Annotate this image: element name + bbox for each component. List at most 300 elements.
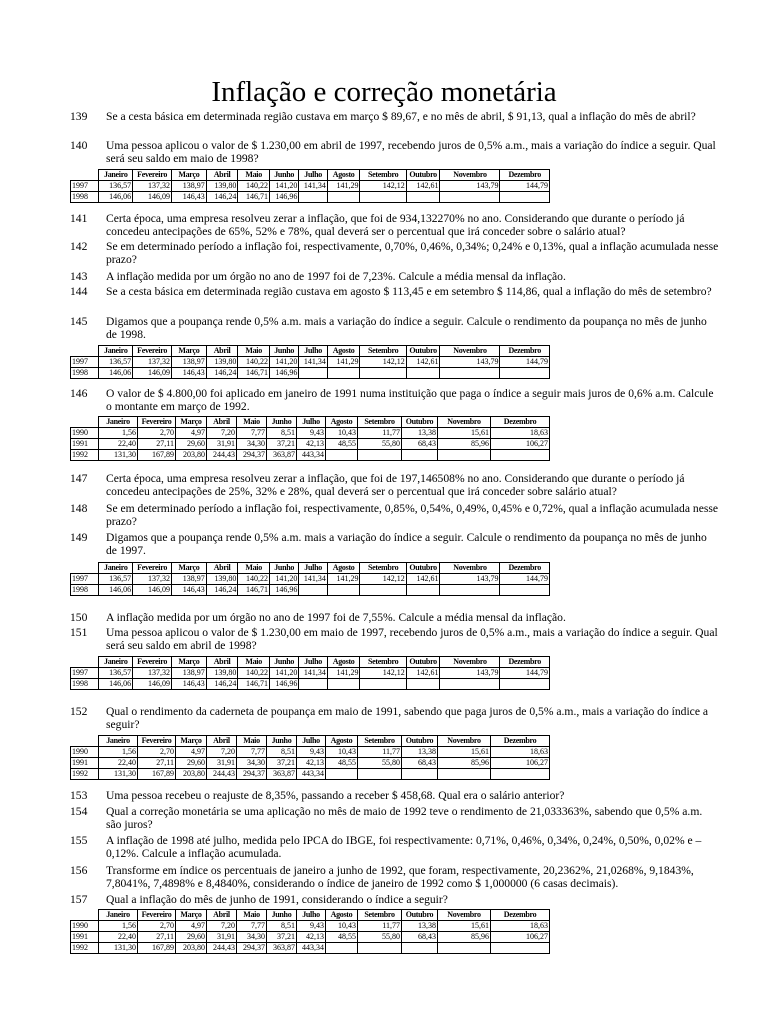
index-cell: 146,43	[172, 368, 207, 379]
index-cell: 141,34	[299, 668, 327, 679]
year-cell: 1998	[71, 585, 99, 596]
question-145	[70, 316, 720, 341]
month-header: Setembro	[360, 170, 406, 181]
index-cell: 142,12	[360, 181, 406, 192]
index-cell: 22,40	[99, 758, 138, 769]
index-cell: 7,20	[207, 428, 237, 439]
index-cell: 144,79	[500, 668, 550, 679]
index-cell: 146,71	[238, 679, 270, 690]
index-cell	[491, 450, 550, 461]
index-cell: 146,09	[133, 679, 172, 690]
index-cell	[491, 769, 550, 780]
month-header: Abril	[206, 657, 238, 668]
index-cell: 143,79	[440, 357, 500, 368]
month-header: Novembro	[440, 170, 500, 181]
index-cell	[440, 368, 500, 379]
index-cell	[438, 450, 491, 461]
index-cell: 141,29	[327, 574, 360, 585]
question-number: 155	[70, 834, 88, 847]
question-number: 154	[70, 805, 88, 818]
index-table	[70, 562, 550, 596]
index-cell: 141,34	[299, 574, 327, 585]
month-header: Fevereiro	[133, 346, 172, 357]
index-cell: 146,24	[206, 192, 238, 203]
index-cell: 13,38	[402, 921, 438, 932]
index-cell: 8,51	[267, 747, 297, 758]
index-cell: 2,70	[138, 428, 176, 439]
index-cell: 85,96	[438, 932, 491, 943]
table-header-row	[71, 346, 550, 357]
index-cell	[500, 679, 550, 690]
index-cell: 443,34	[297, 943, 326, 954]
index-cell: 10,43	[326, 921, 358, 932]
month-header: Agosto	[327, 657, 360, 668]
index-cell: 142,61	[406, 181, 440, 192]
index-cell	[406, 192, 440, 203]
index-cell: 1,56	[99, 428, 138, 439]
index-cell: 146,96	[269, 192, 298, 203]
question-154	[70, 806, 720, 831]
question-146	[70, 388, 720, 413]
month-header: Setembro	[360, 563, 406, 574]
year-cell: 1997	[71, 181, 99, 192]
question-text: Se em determinado período a inflação foi, respectivamente, 0,70%, 0,46%, 0,34%; 0,24% e 0,13%, qual a inflação acumulada nesse prazo?	[106, 240, 719, 266]
month-header: Janeiro	[99, 657, 133, 668]
month-header: Julho	[299, 170, 327, 181]
index-cell: 139,80	[206, 181, 238, 192]
question-text: Se a cesta básica em determinada região custava em agosto $ 113,45 e em setembro $ 114,86, qual a inflação do mês de setembro?	[106, 285, 712, 298]
index-cell: 146,96	[269, 585, 298, 596]
index-table	[70, 169, 550, 203]
month-header: Agosto	[326, 736, 358, 747]
index-cell: 141,29	[327, 357, 360, 368]
index-cell: 2,70	[138, 921, 176, 932]
index-cell	[406, 368, 440, 379]
month-header: Julho	[297, 417, 326, 428]
table-row	[71, 574, 550, 585]
month-header: Fevereiro	[138, 736, 176, 747]
question-text: Qual a inflação do mês de junho de 1991, considerando o índice a seguir?	[106, 893, 448, 906]
index-cell: 141,29	[327, 181, 360, 192]
index-cell	[500, 585, 550, 596]
question-number: 142	[70, 240, 88, 253]
table-row	[71, 758, 550, 769]
question-number: 152	[70, 705, 88, 718]
month-header: Janeiro	[99, 563, 133, 574]
year-cell: 1991	[71, 439, 99, 450]
index-cell: 146,24	[206, 368, 238, 379]
month-header: Novembro	[438, 910, 491, 921]
month-header: Agosto	[326, 417, 358, 428]
index-cell	[438, 769, 491, 780]
table-row	[71, 585, 550, 596]
index-cell: 29,60	[176, 932, 207, 943]
index-cell	[406, 585, 440, 596]
index-cell: 137,32	[133, 574, 172, 585]
index-cell	[327, 192, 360, 203]
index-cell: 7,77	[237, 747, 267, 758]
index-cell: 141,34	[299, 181, 327, 192]
index-cell: 138,97	[172, 357, 207, 368]
table-row	[71, 668, 550, 679]
month-header: Junho	[269, 170, 298, 181]
index-cell: 15,61	[438, 747, 491, 758]
index-cell: 55,80	[358, 439, 402, 450]
index-cell: 106,27	[491, 932, 550, 943]
index-cell: 140,22	[238, 357, 270, 368]
index-cell: 142,61	[406, 668, 440, 679]
index-cell: 34,30	[237, 758, 267, 769]
month-header: Junho	[267, 736, 297, 747]
index-cell: 8,51	[267, 921, 297, 932]
month-header: Julho	[297, 736, 326, 747]
index-cell: 146,43	[172, 585, 207, 596]
index-cell: 144,79	[500, 574, 550, 585]
month-header: Novembro	[438, 736, 491, 747]
question-149	[70, 532, 720, 557]
index-cell: 146,24	[206, 585, 238, 596]
month-header: Abril	[207, 736, 237, 747]
month-header: Fevereiro	[138, 417, 176, 428]
index-cell: 9,43	[297, 921, 326, 932]
table-header-row	[71, 563, 550, 574]
index-cell: 48,55	[326, 758, 358, 769]
month-header: Julho	[299, 657, 327, 668]
question-text: Se em determinado período a inflação foi, respectivamente, 0,85%, 0,54%, 0,49%, 0,45% e 0,72%, qual a inflação acumulada nesse prazo?	[106, 502, 719, 528]
month-header: Maio	[238, 346, 270, 357]
question-text: Digamos que a poupança rende 0,5% a.m. mais a variação do índice a seguir. Calcule o rendimento da poupança no mês de junho de 1997.	[106, 531, 707, 557]
index-cell: 9,43	[297, 428, 326, 439]
index-cell	[299, 585, 327, 596]
table-corner-cell	[71, 170, 99, 181]
index-cell	[440, 585, 500, 596]
index-cell: 203,80	[176, 769, 207, 780]
table-header-row	[71, 910, 550, 921]
index-cell: 7,77	[237, 921, 267, 932]
index-cell: 140,22	[238, 181, 270, 192]
question-text: Transforme em índice os percentuais de janeiro a junho de 1992, que foram, respectivamente, 20,2362%, 21,0268%, 9,1843%, 7,8041%, 7,4898% e 8,4840%, considerando o índice de janeiro de 1992 como $ 1,000000 (6 casas decimais).	[106, 864, 694, 890]
index-cell: 146,96	[269, 368, 298, 379]
index-cell: 48,55	[326, 439, 358, 450]
month-header: Dezembro	[500, 170, 550, 181]
question-number: 146	[70, 387, 88, 400]
month-header: Abril	[207, 417, 237, 428]
index-cell: 11,77	[358, 747, 402, 758]
index-cell: 146,06	[99, 585, 133, 596]
question-text: Qual a correção monetária se uma aplicação no mês de maio de 1992 teve o rendimento de 21,033363%, sabendo que 0,5% a.m. são juros?	[106, 805, 703, 831]
index-cell: 137,32	[133, 668, 172, 679]
index-cell	[402, 769, 438, 780]
index-cell: 138,97	[172, 668, 207, 679]
table-header-row	[71, 736, 550, 747]
index-cell: 203,80	[176, 943, 207, 954]
table-row	[71, 932, 550, 943]
year-cell: 1997	[71, 357, 99, 368]
month-header: Maio	[237, 417, 267, 428]
question-number: 148	[70, 502, 88, 515]
index-cell: 443,34	[297, 450, 326, 461]
month-header: Outubro	[406, 657, 440, 668]
index-cell: 146,09	[133, 192, 172, 203]
month-header: Julho	[297, 910, 326, 921]
index-cell: 13,38	[402, 747, 438, 758]
index-cell: 139,80	[206, 357, 238, 368]
index-cell: 146,24	[206, 679, 238, 690]
month-header: Fevereiro	[133, 657, 172, 668]
index-cell: 34,30	[237, 932, 267, 943]
month-header: Maio	[238, 563, 270, 574]
index-cell: 244,43	[207, 943, 237, 954]
month-header: Agosto	[327, 346, 360, 357]
month-header: Outubro	[406, 170, 440, 181]
index-cell	[440, 679, 500, 690]
question-number: 139	[70, 110, 88, 123]
index-cell: 141,20	[269, 574, 298, 585]
table-row	[71, 439, 550, 450]
month-header: Novembro	[438, 417, 491, 428]
month-header: Dezembro	[491, 417, 550, 428]
index-cell	[406, 679, 440, 690]
month-header: Julho	[299, 563, 327, 574]
question-text: A inflação medida por um órgão no ano de 1997 foi de 7,55%. Calcule a média mensal da inflação.	[106, 611, 566, 624]
month-header: Janeiro	[99, 417, 138, 428]
index-cell: 2,70	[138, 747, 176, 758]
index-cell: 10,43	[326, 428, 358, 439]
month-header: Setembro	[360, 346, 406, 357]
index-cell: 146,06	[99, 368, 133, 379]
index-cell: 167,89	[138, 769, 176, 780]
table-header-row	[71, 417, 550, 428]
index-cell: 18,63	[491, 747, 550, 758]
month-header: Outubro	[406, 563, 440, 574]
month-header: Novembro	[440, 657, 500, 668]
index-cell: 142,12	[360, 357, 406, 368]
month-header: Outubro	[402, 417, 438, 428]
table-corner-cell	[71, 910, 99, 921]
month-header: Setembro	[358, 417, 402, 428]
index-cell: 138,97	[172, 574, 207, 585]
question-152	[70, 706, 720, 731]
month-header: Abril	[206, 346, 238, 357]
index-cell	[358, 943, 402, 954]
table-header-row	[71, 657, 550, 668]
month-header: Outubro	[402, 910, 438, 921]
question-text: Certa época, uma empresa resolveu zerar a inflação, que foi de 934,132270% no ano. Considerando que durante o período já concedeu antecipações de 65%, 52% e 78%, qual deverá ser o percentual que irá conceder sobre o salário atual?	[106, 212, 685, 238]
index-cell: 203,80	[176, 450, 207, 461]
question-number: 141	[70, 212, 88, 225]
question-155	[70, 835, 720, 860]
index-cell	[360, 585, 406, 596]
index-cell	[500, 368, 550, 379]
index-cell: 137,32	[133, 181, 172, 192]
month-header: Abril	[206, 170, 238, 181]
index-cell: 443,34	[297, 769, 326, 780]
index-cell: 143,79	[440, 181, 500, 192]
question-142	[70, 241, 720, 266]
table-row	[71, 679, 550, 690]
year-cell: 1998	[71, 192, 99, 203]
index-cell: 139,80	[206, 574, 238, 585]
question-140	[70, 140, 720, 165]
table-header-row	[71, 170, 550, 181]
index-cell: 7,20	[207, 747, 237, 758]
question-number: 143	[70, 270, 88, 283]
month-header: Agosto	[326, 910, 358, 921]
index-cell: 146,71	[238, 368, 270, 379]
index-cell: 146,43	[172, 679, 207, 690]
month-header: Julho	[299, 346, 327, 357]
month-header: Dezembro	[491, 910, 550, 921]
index-cell	[299, 368, 327, 379]
question-number: 153	[70, 789, 88, 802]
index-cell: 167,89	[138, 450, 176, 461]
index-cell: 146,06	[99, 679, 133, 690]
month-header: Maio	[238, 170, 270, 181]
index-cell: 22,40	[99, 439, 138, 450]
index-cell	[299, 679, 327, 690]
month-header: Outubro	[406, 346, 440, 357]
month-header: Setembro	[360, 657, 406, 668]
month-header: Março	[172, 563, 207, 574]
index-cell: 144,79	[500, 357, 550, 368]
index-cell: 146,09	[133, 368, 172, 379]
index-cell: 55,80	[358, 932, 402, 943]
index-cell: 9,43	[297, 747, 326, 758]
index-cell: 42,13	[297, 758, 326, 769]
index-cell: 363,87	[267, 769, 297, 780]
month-header: Junho	[267, 910, 297, 921]
month-header: Março	[176, 417, 207, 428]
index-cell	[500, 192, 550, 203]
index-cell: 146,71	[238, 585, 270, 596]
index-cell	[327, 679, 360, 690]
question-number: 140	[70, 139, 88, 152]
index-cell	[360, 679, 406, 690]
year-cell: 1992	[71, 943, 99, 954]
index-cell: 85,96	[438, 758, 491, 769]
question-153	[70, 790, 720, 803]
index-cell: 4,97	[176, 428, 207, 439]
index-cell: 11,77	[358, 921, 402, 932]
index-cell: 42,13	[297, 932, 326, 943]
month-header: Dezembro	[500, 563, 550, 574]
document-title: Inflação e correção monetária	[211, 76, 557, 108]
index-cell: 37,21	[267, 439, 297, 450]
index-cell: 143,79	[440, 574, 500, 585]
month-header: Junho	[269, 563, 298, 574]
table-row	[71, 921, 550, 932]
month-header: Maio	[237, 736, 267, 747]
index-cell: 31,91	[207, 758, 237, 769]
year-cell: 1992	[71, 450, 99, 461]
index-cell: 136,57	[99, 668, 133, 679]
month-header: Junho	[269, 657, 298, 668]
index-cell: 363,87	[267, 450, 297, 461]
index-cell: 4,97	[176, 747, 207, 758]
index-cell: 27,11	[138, 932, 176, 943]
month-header: Abril	[207, 910, 237, 921]
table-corner-cell	[71, 657, 99, 668]
table-row	[71, 181, 550, 192]
question-number: 157	[70, 893, 88, 906]
question-text: A inflação medida por um órgão no ano de 1997 foi de 7,23%. Calcule a média mensal da inflação.	[106, 270, 566, 283]
question-text: Digamos que a poupança rende 0,5% a.m. mais a variação do índice a seguir. Calcule o rendimento da poupança no mês de junho de 1998.	[106, 315, 707, 341]
index-cell: 37,21	[267, 758, 297, 769]
index-cell: 139,80	[206, 668, 238, 679]
month-header: Abril	[206, 563, 238, 574]
index-cell	[402, 450, 438, 461]
index-cell: 15,61	[438, 428, 491, 439]
index-cell: 146,71	[238, 192, 270, 203]
index-cell: 85,96	[438, 439, 491, 450]
index-cell	[358, 769, 402, 780]
index-cell: 140,22	[238, 668, 270, 679]
question-157	[70, 894, 720, 907]
index-cell: 55,80	[358, 758, 402, 769]
index-cell: 1,56	[99, 747, 138, 758]
table-row	[71, 192, 550, 203]
question-text: Uma pessoa recebeu o reajuste de 8,35%, passando a receber $ 458,68. Qual era o salário anterior?	[106, 789, 565, 802]
index-cell: 8,51	[267, 428, 297, 439]
question-143	[70, 271, 720, 284]
index-cell: 141,20	[269, 357, 298, 368]
index-table	[70, 345, 550, 379]
index-cell: 1,56	[99, 921, 138, 932]
month-header: Fevereiro	[133, 563, 172, 574]
year-cell: 1991	[71, 758, 99, 769]
index-cell: 142,12	[360, 574, 406, 585]
index-cell: 146,06	[99, 192, 133, 203]
table-row	[71, 450, 550, 461]
table-corner-cell	[71, 346, 99, 357]
question-text: Uma pessoa aplicou o valor de $ 1.230,00 em abril de 1997, recebendo juros de 0,5% a.m., mais a variação do índice a seguir. Qual será seu saldo em maio de 1998?	[106, 139, 716, 165]
index-cell: 244,43	[207, 769, 237, 780]
table-corner-cell	[71, 417, 99, 428]
index-cell: 11,77	[358, 428, 402, 439]
index-cell: 13,38	[402, 428, 438, 439]
index-cell	[402, 943, 438, 954]
index-cell: 7,20	[207, 921, 237, 932]
index-cell	[360, 192, 406, 203]
question-144	[70, 286, 720, 299]
month-header: Dezembro	[491, 736, 550, 747]
index-cell: 18,63	[491, 428, 550, 439]
index-cell: 138,97	[172, 181, 207, 192]
index-cell: 146,09	[133, 585, 172, 596]
index-cell	[491, 943, 550, 954]
table-row	[71, 357, 550, 368]
index-table	[70, 735, 550, 780]
index-cell: 68,43	[402, 932, 438, 943]
index-cell: 142,61	[406, 574, 440, 585]
index-cell: 106,27	[491, 439, 550, 450]
year-cell: 1990	[71, 428, 99, 439]
month-header: Fevereiro	[133, 170, 172, 181]
table-row	[71, 943, 550, 954]
month-header: Março	[176, 910, 207, 921]
index-cell: 137,32	[133, 357, 172, 368]
question-150	[70, 612, 720, 625]
index-cell: 131,30	[99, 769, 138, 780]
index-cell: 15,61	[438, 921, 491, 932]
index-cell: 34,30	[237, 439, 267, 450]
index-cell	[438, 943, 491, 954]
index-cell	[358, 450, 402, 461]
question-text: Qual o rendimento da caderneta de poupança em maio de 1991, sabendo que paga juros de 0,5% a.m., mais a variação do índice a seguir?	[106, 705, 709, 731]
index-cell: 106,27	[491, 758, 550, 769]
question-number: 156	[70, 864, 88, 877]
index-cell: 294,37	[237, 943, 267, 954]
